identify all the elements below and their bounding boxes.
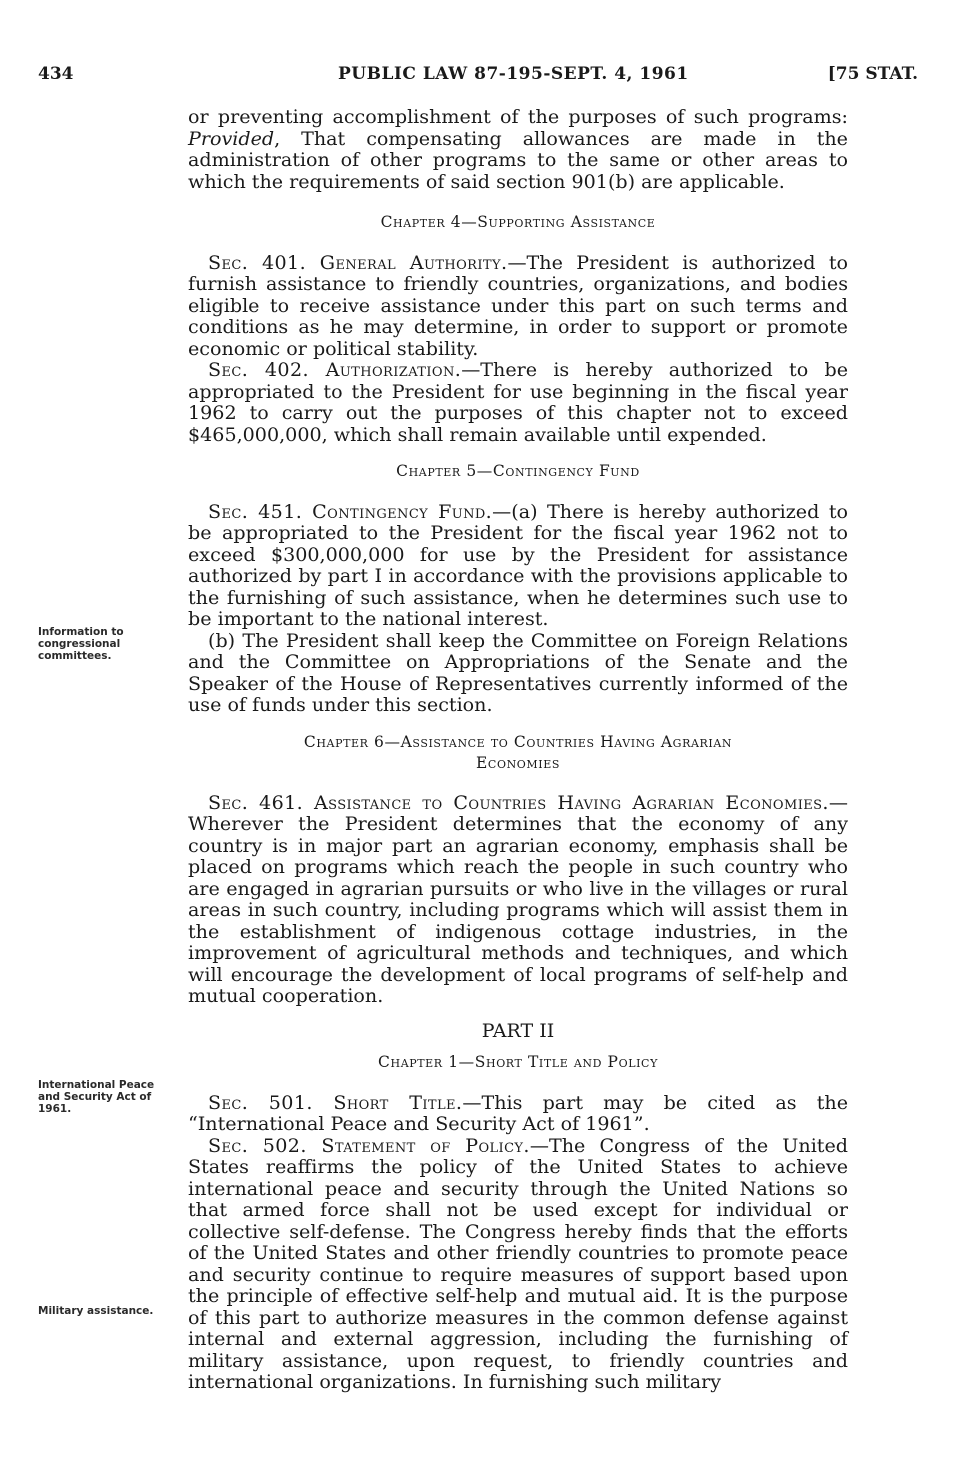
section-502-heading: Sec. 502. Statement of Policy. [208,1133,530,1157]
section-451-heading: Sec. 451. Contingency Fund. [208,499,493,523]
section-401-heading: Sec. 401. General Authority. [208,250,508,274]
margin-note-short-title: International Peace and Security Act of 1961. [38,1079,155,1115]
section-451: Sec. 451. Contingency Fund.—(a) There is hereby authorized to be appropriated to the President for the fiscal year 1962 not to exceed $300,000,000 for use by the President for assistance authorized by part I in accordance with the provisions applicable to the furnishing of such assistance, when he determines such use to be important to the national interest. [188,499,848,630]
section-501: Sec. 501. Short Title.—This part may be cited as the “International Peace and Security Act of 1961”. [188,1090,848,1135]
margin-note-military-assistance: Military assistance. [38,1305,154,1317]
running-title: PUBLIC LAW 87-195-SEPT. 4, 1961 [338,64,689,84]
section-461-heading: Sec. 461. Assistance to Countries Having Agrarian Economies. [208,790,829,814]
margin-note-committees: Information to congressional committees. [38,626,124,662]
paragraph-continued: or preventing accomplishment of the purposes of such programs: Provided, That compensating allowances are made in the administration of other programs to the same or other areas to which the requirements of said section 901(b) are applicable. [188,105,848,193]
section-451-b: (b) The President shall keep the Committee on Foreign Relations and the Committee on Appropriations of the Senate and the Speaker of the House of Representatives currently informed of the use of funds under this section. [188,628,848,716]
chapter-6-heading: Chapter 6—Assistance to Countries Having Agrarian Economies [303,732,733,772]
section-461: Sec. 461. Assistance to Countries Having Agrarian Economies.—Wherever the President determines that the economy of any country is in major part an agrarian economy, emphasis shall be placed on programs which reach the people in such country who are engaged in agrarian pursuits or who live in the villages or rural areas in such country, including programs which will assist them in the establishment of indigenous cottage industries, in the improvement of agricultural methods and techniques, and which will encourage the development of local programs of self-help and mutual cooperation. [188,790,848,1007]
section-402: Sec. 402. Authorization.—There is hereby authorized to be appropriated to the President for use beginning in the fiscal year 1962 to carry out the purposes of this chapter not to exceed $465,000,000, which shall remain available until expended. [188,358,848,446]
chapter-1-heading: Chapter 1—Short Title and Policy [378,1053,658,1071]
section-502: Sec. 502. Statement of Policy.—The Congress of the United States reaffirms the policy of the United States to achieve international peace and security through the United Nations so that armed force shall not be used except for individual or collective self-defense. The Congress hereby finds that the efforts of the United States and other friendly countries to promote peace and security continue to require measures of support based upon the principle of effective self-help and mutual aid. It is the purpose of this part to authorize measures in the common defense against internal and external aggression, including the furnishing of military assistance, upon request, to friendly countries and international organizations. In furnishing such military [188,1133,848,1393]
statute-volume: [75 STAT. [827,64,918,84]
part-2-heading: PART II [481,1019,555,1042]
chapter-4-heading: Chapter 4—Supporting Assistance [380,213,656,231]
section-401: Sec. 401. General Authority.—The President is authorized to furnish assistance to friendly countries, organizations, and bodies eligible to receive assistance under this part on such terms and conditions as he may determine, in order to support or promote economic or political stability. [188,250,848,360]
page-number: 434 [38,64,74,84]
section-402-heading: Sec. 402. Authorization. [208,358,462,381]
section-501-heading: Sec. 501. Short Title. [208,1090,463,1114]
italic-proviso: Provided [188,126,275,150]
chapter-5-heading: Chapter 5—Contingency Fund [396,462,640,480]
running-header [38,60,918,90]
page-body [188,106,848,1393]
